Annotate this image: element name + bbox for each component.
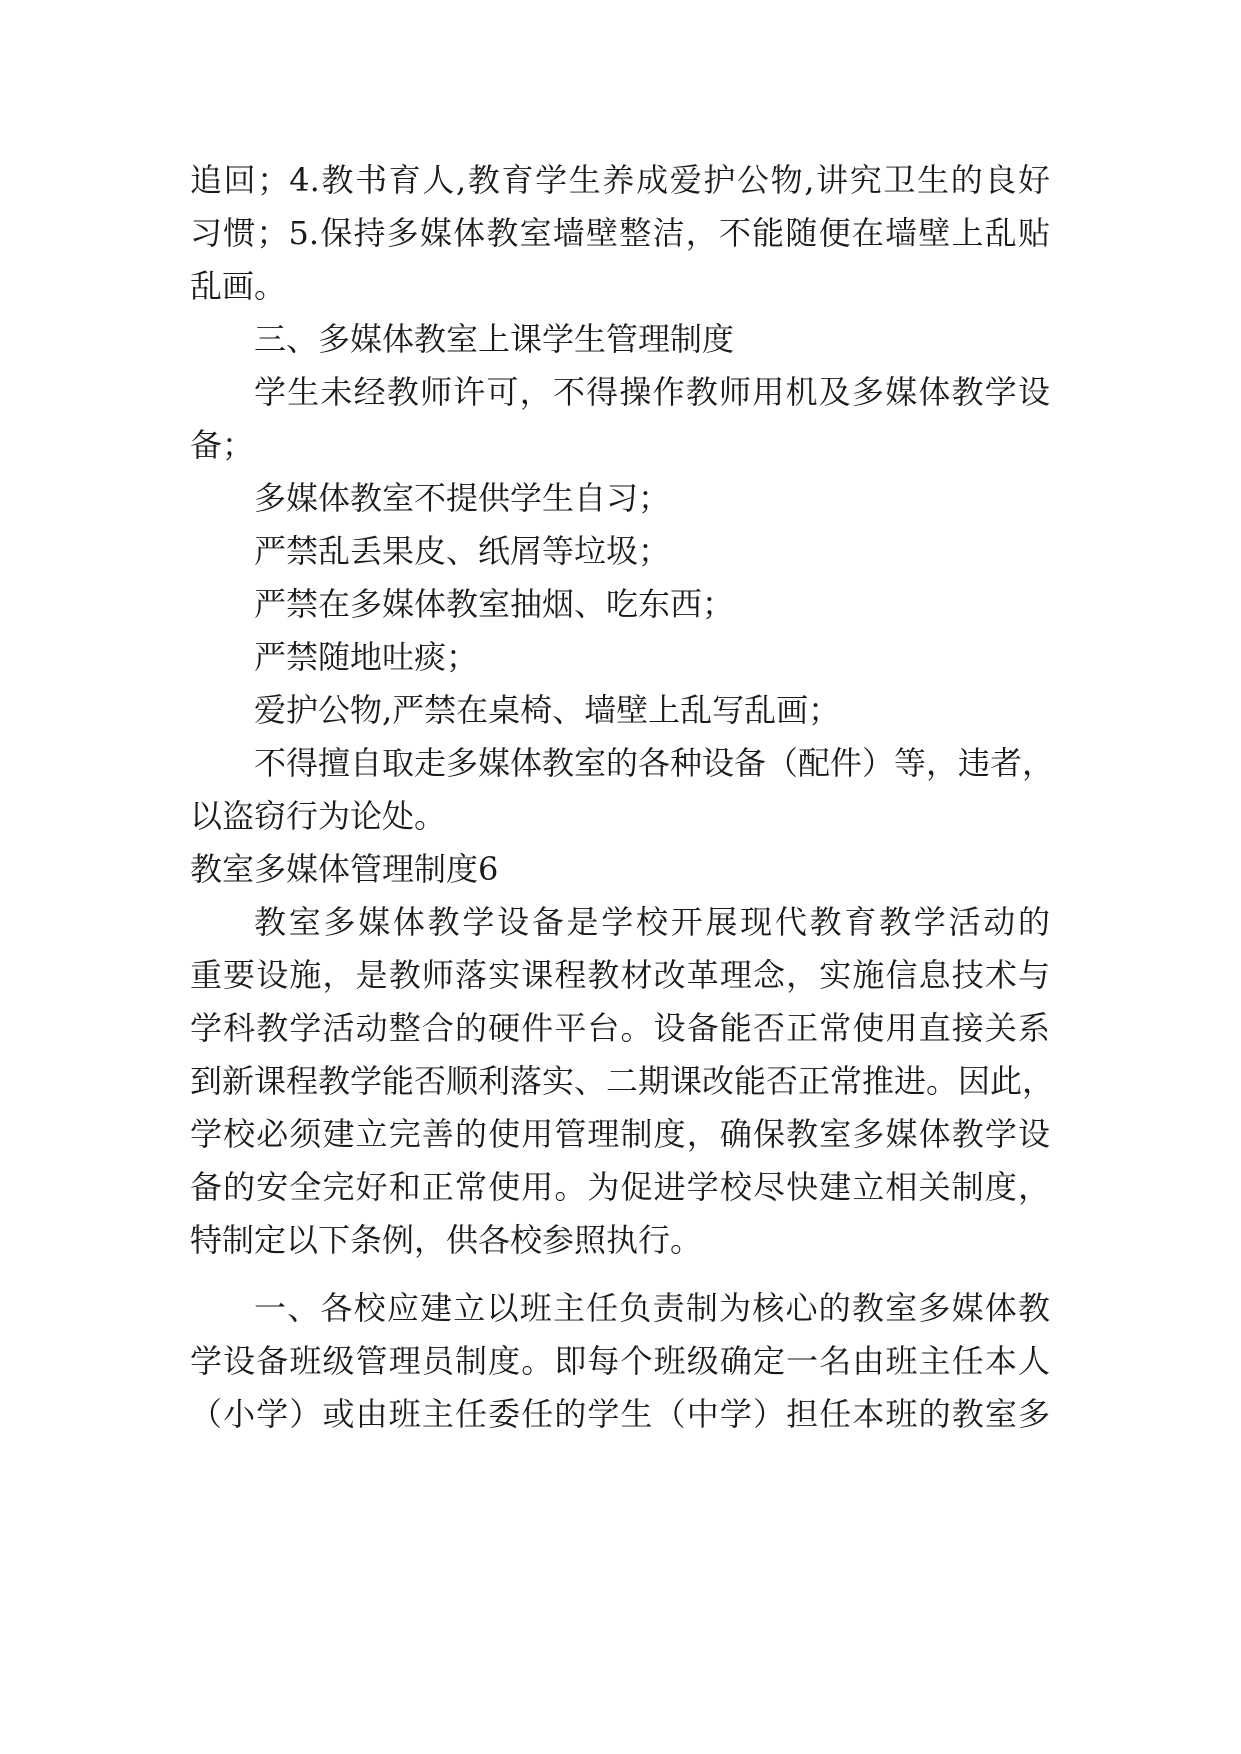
text-line: 严禁随地吐痰； [254, 638, 479, 676]
text-line: 习惯；5.保持多媒体教室墙壁整洁，不能随便在墙壁上乱贴 [190, 214, 1050, 252]
text-line: 备； [190, 426, 255, 464]
text-line: 学生未经教师许可，不得操作教师用机及多媒体教学设 [254, 373, 1050, 411]
text-line: 备的安全完好和正常使用。为促进学校尽快建立相关制度， [190, 1168, 1050, 1206]
text-line: 学科教学活动整合的硬件平台。设备能否正常使用直接关系 [190, 1009, 1050, 1047]
text-line: 乱画。 [190, 267, 287, 305]
text-line: 以盗窃行为论处。 [190, 797, 447, 835]
section-heading: 三、多媒体教室上课学生管理制度 [254, 320, 735, 358]
text-line: 不得擅自取走多媒体教室的各种设备（配件）等，违者， [254, 744, 1055, 782]
text-line: 学校必须建立完善的使用管理制度，确保教室多媒体教学设 [190, 1115, 1050, 1153]
text-line: 特制定以下条例，供各校参照执行。 [190, 1221, 703, 1259]
text-line: 严禁在多媒体教室抽烟、吃东西； [254, 585, 735, 623]
text-line: 学设备班级管理员制度。即每个班级确定一名由班主任本人 [190, 1342, 1050, 1380]
text-line: 一、各校应建立以班主任负责制为核心的教室多媒体教 [254, 1289, 1050, 1327]
text-line: 到新课程教学能否顺利落实、二期课改能否正常推进。因此， [190, 1062, 1055, 1100]
text-line: 追回；4.教书育人,教育学生养成爱护公物,讲究卫生的良好 [190, 161, 1050, 199]
text-line: 多媒体教室不提供学生自习； [254, 479, 671, 517]
text-line: 教室多媒体教学设备是学校开展现代教育教学活动的 [254, 903, 1050, 941]
text-line: 重要设施，是教师落实课程教材改革理念，实施信息技术与 [190, 956, 1050, 994]
text-line: 爱护公物,严禁在桌椅、墙壁上乱写乱画； [254, 691, 841, 729]
text-line: （小学）或由班主任委任的学生（中学）担任本班的教室多 [190, 1395, 1050, 1433]
document-title: 教室多媒体管理制度6 [190, 850, 499, 888]
text-line: 严禁乱丢果皮、纸屑等垃圾； [254, 532, 671, 570]
